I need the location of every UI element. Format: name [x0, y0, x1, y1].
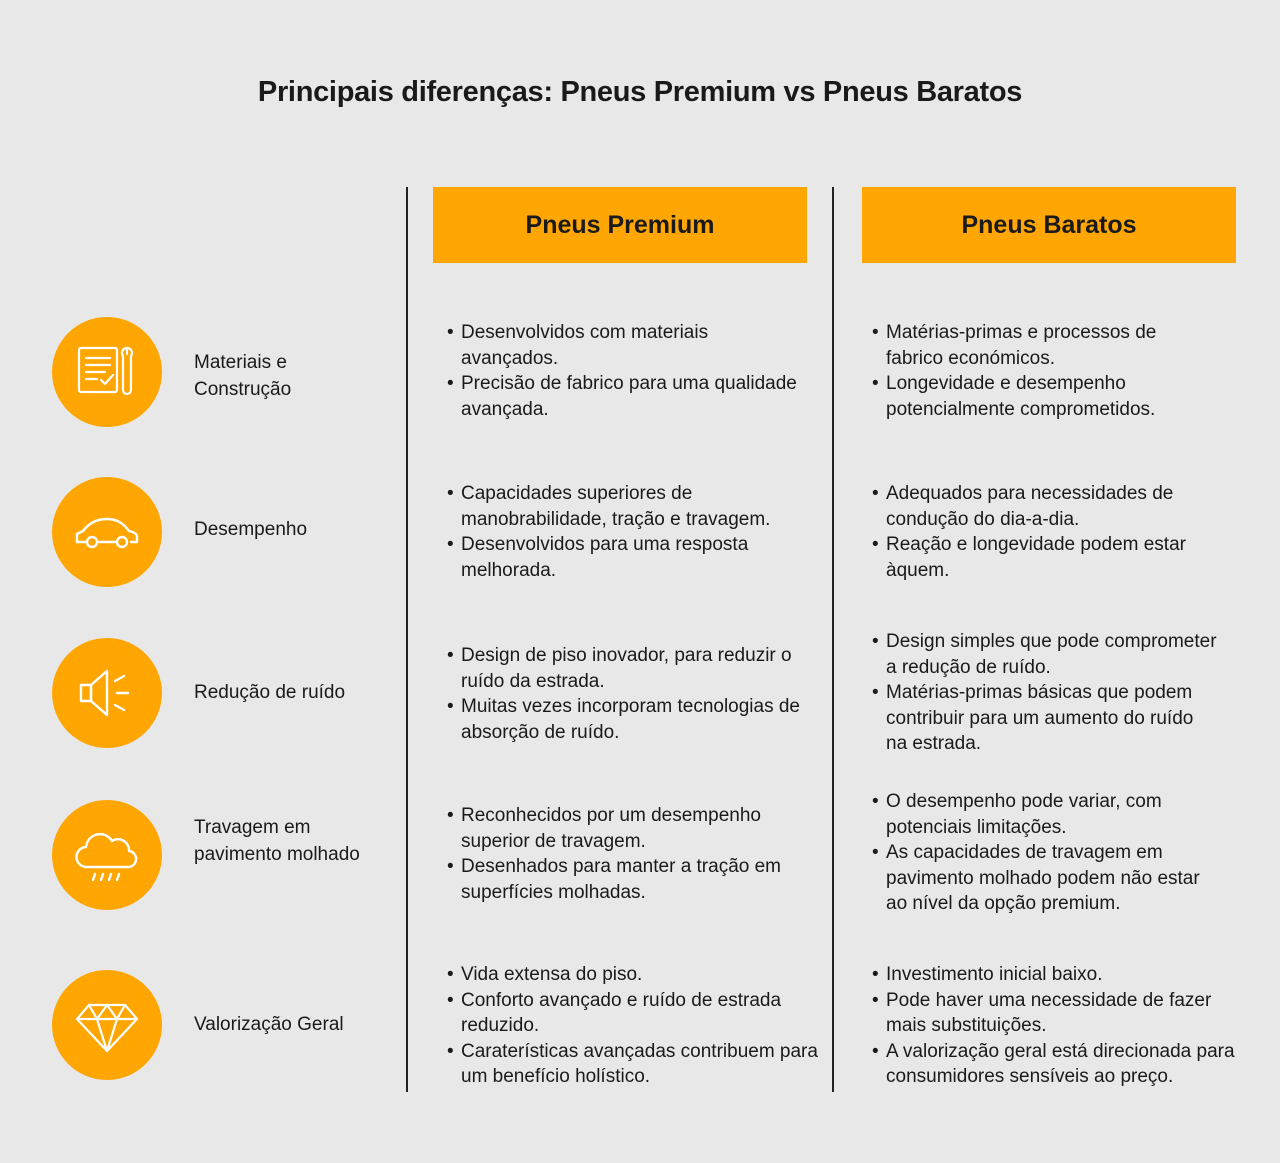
premium-cell	[447, 643, 805, 745]
column-header-cheap: Pneus Baratos	[862, 187, 1236, 263]
list-item: • As capacidades de travagem em pavimento molhado podem não estar ao nível da opção premium.	[872, 840, 1212, 917]
list-item: • Pode haver uma necessidade de fazer mais substituições.	[872, 988, 1250, 1039]
row-label: Travagem em pavimento molhado	[194, 817, 360, 865]
column-divider	[832, 187, 834, 1092]
list-item: • O desempenho pode variar, com potenciais limitações.	[872, 789, 1212, 840]
list-item: • Capacidades superiores de manobrabilidade, tração e travagem.	[447, 481, 819, 532]
row-label: Redução de ruído	[194, 682, 346, 703]
list-item: • Desenvolvidos com materiais avançados.	[447, 320, 805, 371]
column-divider	[406, 187, 408, 1092]
list-item: • Caraterísticas avançadas contribuem para um benefício holístico.	[447, 1039, 819, 1090]
premium-cell	[447, 481, 819, 583]
premium-cell	[447, 803, 805, 905]
list-item: • Design simples que pode comprometer a redução de ruído.	[872, 629, 1217, 680]
rain-cloud-icon	[52, 800, 162, 910]
speaker-icon	[52, 638, 162, 748]
list-item: • Longevidade e desempenho potencialmente comprometidos.	[872, 371, 1202, 422]
list-item: • Desenvolvidos para uma resposta melhorada.	[447, 532, 819, 583]
car-icon	[52, 477, 162, 587]
list-item: • Design de piso inovador, para reduzir o ruído da estrada.	[447, 643, 805, 694]
premium-cell	[447, 962, 819, 1090]
list-item: • Reação e longevidade podem estar àquem.	[872, 532, 1192, 583]
list-item: • Investimento inicial baixo.	[872, 962, 1250, 988]
list-item: • Matérias-primas e processos de fabrico económicos.	[872, 320, 1202, 371]
cheap-cell	[872, 481, 1192, 583]
list-item: • Desenhados para manter a tração em superfícies molhadas.	[447, 854, 805, 905]
list-item: • Muitas vezes incorporam tecnologias de absorção de ruído.	[447, 694, 805, 745]
column-header-premium: Pneus Premium	[433, 187, 807, 263]
list-item: • Matérias-primas básicas que podem contribuir para um aumento do ruído na estrada.	[872, 680, 1217, 757]
list-item: • Reconhecidos por um desempenho superior de travagem.	[447, 803, 805, 854]
cheap-cell	[872, 629, 1217, 757]
list-item: • Conforto avançado e ruído de estrada reduzido.	[447, 988, 819, 1039]
row-label: Materiais e Construção	[194, 352, 292, 400]
checklist-wrench-icon	[52, 317, 162, 427]
row-label: Desempenho	[194, 519, 308, 540]
diamond-icon	[52, 970, 162, 1080]
list-item: • Vida extensa do piso.	[447, 962, 819, 988]
list-item: • A valorização geral está direcionada para consumidores sensíveis ao preço.	[872, 1039, 1250, 1090]
cheap-cell	[872, 320, 1202, 422]
premium-cell	[447, 320, 805, 422]
row-label: Valorização Geral	[194, 1014, 344, 1035]
list-item: • Precisão de fabrico para uma qualidade avançada.	[447, 371, 805, 422]
list-item: • Adequados para necessidades de condução do dia-a-dia.	[872, 481, 1192, 532]
cheap-cell	[872, 962, 1250, 1090]
cheap-cell	[872, 789, 1212, 917]
page-title: Principais diferenças: Pneus Premium vs Pneus Baratos	[257, 76, 1023, 108]
